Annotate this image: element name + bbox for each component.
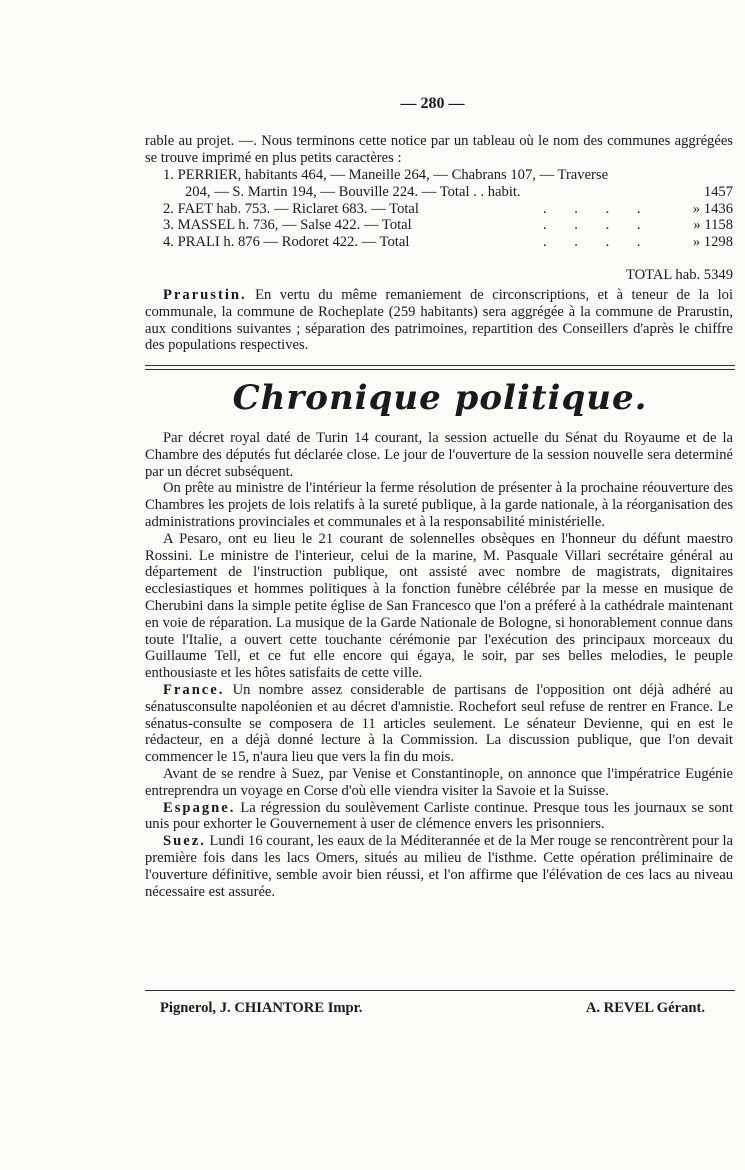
communes-table [145, 167, 733, 251]
table-row: 3. MASSEL h. 736, — Salse 422. — Total . . . . » 1158 [163, 217, 733, 234]
page-number: — 280 — [400, 95, 465, 112]
paragraph: Avant de se rendre à Suez, par Venise et Constantinople, on annonce que l'impératrice Eugénie entreprendra un voyage en Corse d'où elle viendra visiter la Savoie et la Suisse. [145, 765, 733, 799]
table-row: 4. PRALI h. 876 — Rodoret 422. — Total . . . . » 1298 [163, 234, 733, 251]
paragraph-suez: Suez. Lundi 16 courant, les eaux de la Méditerannée et de la Mer rouge se rencontrèrent pour la première fois dans les lacs Omers, situés au milieu de l'isthme. Cette opération préliminaire de l'ouverture définitive, semble avoir bien réussi, et l'on affirme que l'élévation de ces lacs au niveau nécessaire est assurée. [145, 833, 733, 900]
intro-text: rable au projet. —. Nous terminons cette notice par un tableau où le nom des communes aggrégées se trouve imprimé en plus petits caractères : [145, 133, 733, 166]
prarustin-text: En vertu du même remaniement de circonscriptions, et à teneur de la loi communale, la commune de Rocheplate (259 habitants) sera aggrégée à la commune de Prarustin, aux conditions suivantes ; séparation des patrimoines, repartition des Conseillers d'après le chiffre des populations respectives. [145, 287, 733, 354]
footer [160, 1000, 705, 1017]
grand-total: TOTAL hab. 5349 [625, 267, 733, 283]
paragraph-france: France. Un nombre assez considerable de partisans de l'opposition ont déjà adhéré au sénatusconsulte napoléonien et au décret d'amnistie. Rochefort seul refuse de rentrer en France. Le sénatus-consulte se composera de 11 articles seulement. Le sénateur Devienne, qui en est le rédacteur, en a déjà donné lecture à la Commission. La discussion publique, que l'on devait commencer le 15, n'aura lieu que vers la fin du mois. [145, 681, 733, 766]
chronicle-body [145, 430, 733, 900]
intro-paragraph [145, 133, 733, 167]
paragraph: Par décret royal daté de Turin 14 courant, la session actuelle du Sénat du Royaume et de la Chambre des députés fut déclarée close. Le jour de l'ouverture de la session nouvelle sera determiné par un décret subséquent. [145, 430, 733, 480]
manager-credit: A. REVEL Gérant. [585, 1000, 705, 1016]
section-title: Chronique politique. [232, 378, 648, 418]
table-row: 204, — S. Martin 194, — Bouville 224. — Total . . habit. 1457 [185, 183, 733, 200]
paragraph: A Pesaro, ont eu lieu le 21 courant de solennelles obsèques en l'honneur du défunt maestro Rossini. Le ministre de l'interieur, celui de la marine, M. Pasquale Villari secrétaire général au département de l'instruction publique, ont assisté avec nombre de magistrats, dignitaires ecclesiastiques et hommes politiques à la fonction funèbre célébrée par la messe en musique de Cherubini dans la simple petite église de San Francesco que l'on a préferé à la cathédrale maintenant en voie de réparation. La musique de la Garde Nationale de Bologne, si honorablement connue dans toute l'Italie, a ouvert cette touchante cérémonie par l'exécution des principaux morceaux du Guillaume Tell, et ce fut elle encore qui égaya, le soir, par ses belles melodies, le peuple enthousiaste et les hôtes satisfaits de cette ville. [145, 530, 733, 682]
paragraph: On prête au ministre de l'intérieur la ferme résolution de présenter à la prochaine réouverture des Chambres les projets de lois relatifs à la sureté publique, à la garde nationale, à la réorganisation des administrations provinciales et communales et à la responsabilité ministérielle. [145, 480, 733, 530]
table-row: 1. PERRIER, habitants 464, — Maneille 264, — Chabrans 107, — Traverse [163, 167, 609, 183]
divider [145, 369, 735, 370]
table-row: 2. FAET hab. 753. — Riclaret 683. — Total . . . . » 1436 [163, 200, 733, 217]
divider [145, 365, 735, 366]
prarustin-paragraph [145, 287, 733, 354]
footer-divider [145, 990, 735, 991]
printer-credit: Pignerol, J. CHIANTORE Impr. [160, 1000, 363, 1016]
prarustin-lead: Prarustin. [163, 287, 247, 303]
paragraph-espagne: Espagne. La régression du soulèvement Carliste continue. Presque tous les journaux se sont unis pour exhorter le Gouvernement à user de clémence envers les prisonniers. [145, 799, 733, 833]
